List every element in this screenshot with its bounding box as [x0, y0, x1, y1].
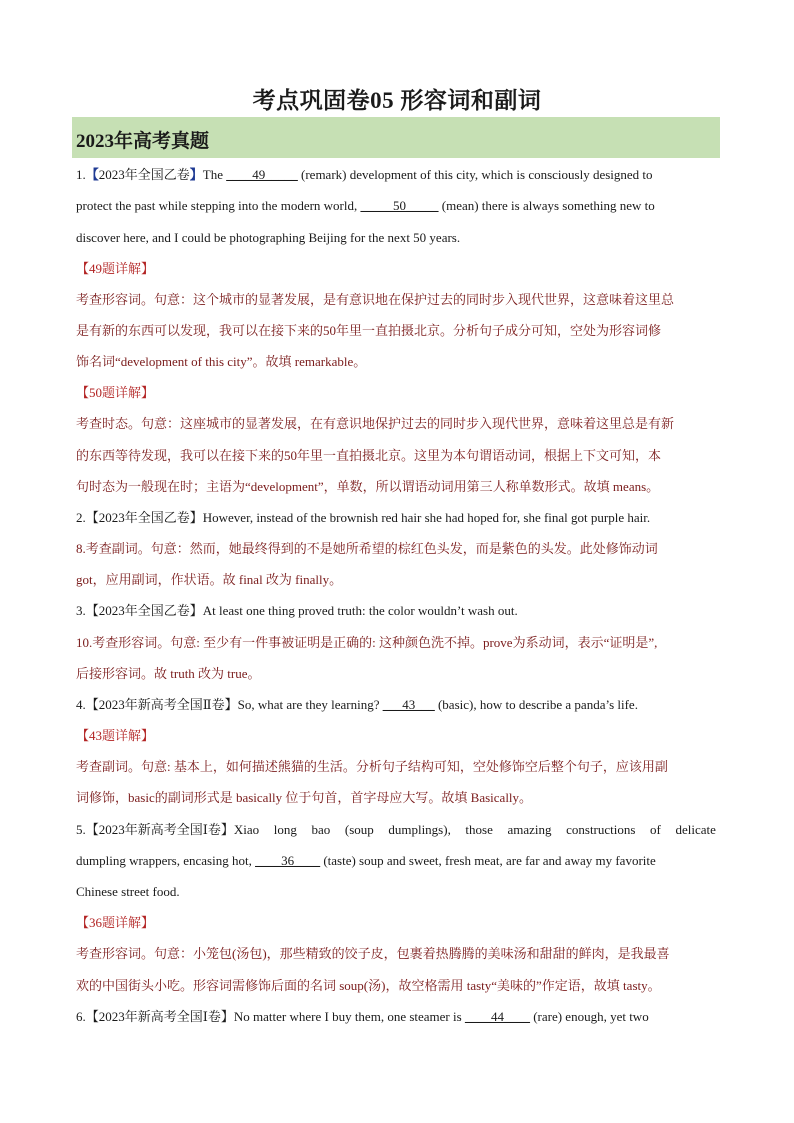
q36-explanation-line-2: 欢的中国街头小吃。形容词需修饰后面的名词 soup(汤)，故空格需用 tasty“美味的”作定语，故填 tasty。: [76, 978, 661, 993]
q3-line: [76, 602, 736, 620]
q5-word: Xiao: [233, 822, 260, 837]
blank-36: ____36____: [255, 853, 321, 868]
q49-explanation-header: 【49题详解】: [76, 261, 155, 276]
q4-line: [76, 696, 736, 714]
q1-line-1: [76, 166, 736, 184]
q5-number: 5.: [76, 822, 86, 837]
q1-src-open: 【: [85, 167, 99, 182]
q6-source: 【2023年新高考全国Ⅰ卷】: [85, 1009, 234, 1024]
q43-explanation-line-2: 词修饰，basic的副词形式是 basically 位于句首，首字母应大写。故填 Basically。: [76, 790, 533, 805]
q36-explanation-line-1: 考查形容词。句意：小笼包(汤包)，那些精致的饺子皮，包裹着热腾腾的美味汤和甜甜的鲜肉，是我最喜: [76, 946, 670, 961]
q3-number: 3.: [76, 603, 86, 618]
q50-explanation-line-1: 考查时态。句意：这座城市的显著发展，在有意识地保护过去的同时步入现代世界，意味着这里总是有新: [76, 416, 675, 431]
q49-explanation-line-3: 饰名词“development of this city”。故填 remarkable。: [76, 354, 367, 369]
q2-explanation-line-1: 8.考查副词。句意：然而，她最终得到的不是她所希望的棕红色头发，而是紫色的头发。此处修饰动词: [76, 541, 658, 556]
q1-text-b: (remark) development of this city, which is consciously designed to: [297, 167, 653, 182]
q2-text: However, instead of the brownish red hair she had hoped for, she final got purple hair.: [202, 510, 651, 525]
q6-line: [76, 1008, 736, 1026]
q5-text-b: (taste) soup and sweet, fresh meat, are far and away my favorite: [320, 853, 656, 868]
q5-text-a: dumpling wrappers, encasing hot,: [76, 853, 256, 868]
q3-explanation-line-2: 后接形容词。故 truth 改为 true。: [76, 666, 261, 681]
q1-line-3: discover here, and I could be photographing Beijing for the next 50 years.: [76, 230, 461, 245]
q6-number: 6.: [76, 1009, 86, 1024]
q1-number: 1.: [76, 167, 86, 182]
q5-word: bao: [311, 822, 331, 837]
section-title: 2023年高考真题: [76, 131, 210, 152]
q6-text-b: (rare) enough, yet two: [529, 1009, 649, 1024]
q5-word: constructions: [566, 822, 636, 837]
q6-text-a: No matter where I buy them, one steamer is: [233, 1009, 465, 1024]
q50-explanation-header: 【50题详解】: [76, 385, 155, 400]
q43-explanation-header: 【43题详解】: [76, 728, 155, 743]
q2-line: [76, 509, 736, 527]
blank-50: _____50_____: [360, 198, 439, 213]
q50-explanation-line-2: 的东西等待发现，我可以在接下来的50年里一直拍摄北京。这里为本句谓语动词，根据上下文可知，本: [76, 448, 662, 463]
q4-number: 4.: [76, 697, 86, 712]
blank-43: ___43___: [382, 697, 435, 712]
q50-explanation-line-3: 句时态为一般现在时；主语为“development”，单数，所以谓语动词用第三人称单数形式。故填 means。: [76, 479, 660, 494]
q1-line-2: [76, 197, 736, 215]
q5-word: (soup: [344, 822, 374, 837]
q3-source: 【2023年全国乙卷】: [85, 603, 203, 618]
q2-number: 2.: [76, 510, 86, 525]
q36-explanation-header: 【36题详解】: [76, 915, 155, 930]
q1-text-c: protect the past while stepping into the modern world,: [76, 198, 361, 213]
section-header: [72, 117, 720, 158]
q2-source: 【2023年全国乙卷】: [85, 510, 203, 525]
q1-source: 2023年全国乙卷: [98, 167, 190, 182]
q5-word: of: [650, 822, 661, 837]
q49-explanation-line-1: 考查形容词。句意：这个城市的显著发展，是有意识地在保护过去的同时步入现代世界，这意味着这里总: [76, 292, 675, 307]
q4-source: 【2023年新高考全国Ⅱ卷】: [85, 697, 238, 712]
q43-explanation-line-1: 考查副词。句意: 基本上，如何描述熊猫的生活。分析句子结构可知，空处修饰空后整个句子，应该用副: [76, 759, 668, 774]
q5-word: amazing: [507, 822, 552, 837]
blank-49: ____49_____: [226, 167, 298, 182]
page-title: 考点巩固卷05 形容词和副词: [252, 88, 542, 113]
q4-text-a: So, what are they learning?: [237, 697, 383, 712]
q5-word: long: [273, 822, 297, 837]
q5-word: dumplings),: [388, 822, 451, 837]
q5-line-1: [76, 821, 736, 839]
q5-word: those: [465, 822, 493, 837]
q1-text-a: The: [202, 167, 227, 182]
blank-44: ____44____: [464, 1009, 530, 1024]
q5-justified-line: [76, 821, 716, 839]
q3-text: At least one thing proved truth: the color wouldn’t wash out.: [202, 603, 518, 618]
q5-line-3: Chinese street food.: [76, 884, 180, 899]
q1-src-close: 】: [189, 167, 203, 182]
q2-explanation-line-2: got，应用副词，作状语。故 final 改为 finally。: [76, 572, 343, 587]
q5-source: 【2023年新高考全国Ⅰ卷】: [85, 822, 234, 837]
q5-word: delicate: [675, 822, 716, 837]
q5-line-2: [76, 852, 736, 870]
q4-text-b: (basic), how to describe a panda’s life.: [434, 697, 638, 712]
q49-explanation-line-2: 是有新的东西可以发现，我可以在接下来的50年里一直拍摄北京。分析句子成分可知，空处为形容词修: [76, 323, 662, 338]
q1-text-d: (mean) there is always something new to: [438, 198, 655, 213]
q5-lead: [76, 821, 259, 839]
q3-explanation-line-1: 10.考查形容词。句意: 至少有一件事被证明是正确的: 这种颜色洗不掉。prove为系动词，表示“证明是”,: [76, 635, 658, 650]
